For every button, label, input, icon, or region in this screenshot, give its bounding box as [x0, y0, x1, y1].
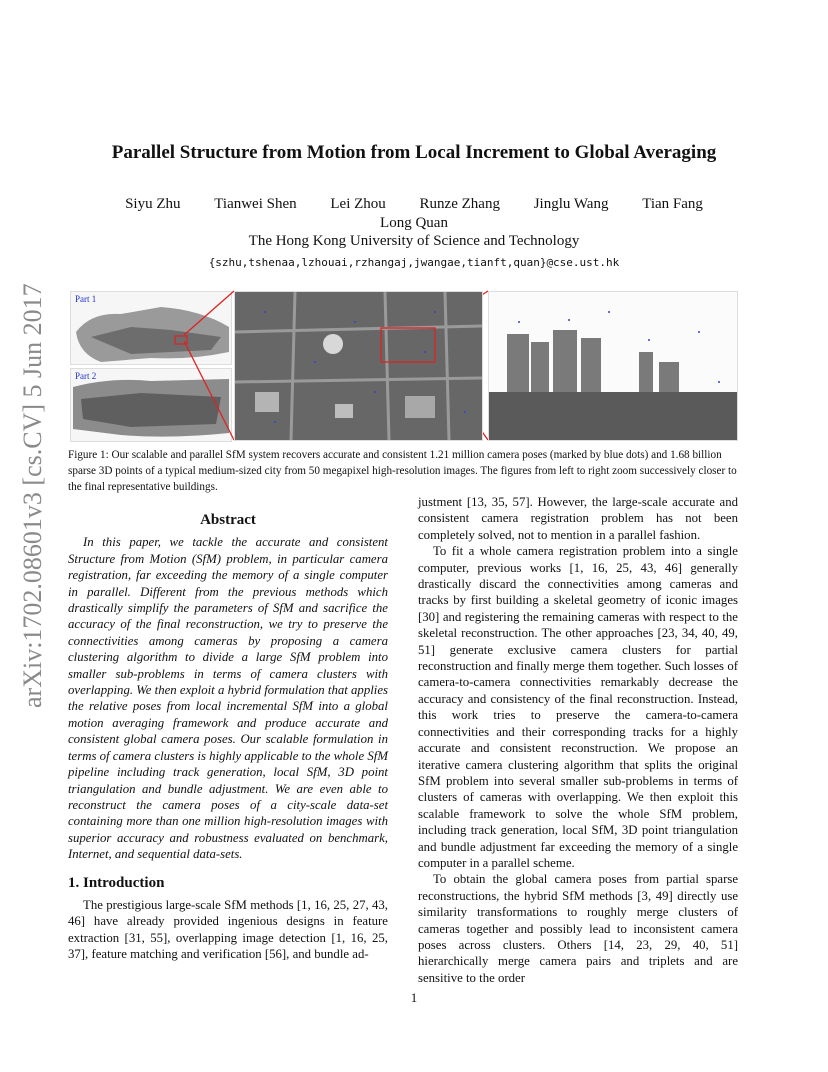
arxiv-stamp: arXiv:1702.08601v3 [cs.CV] 5 Jun 2017	[18, 283, 47, 708]
author-name: Long Quan	[380, 215, 448, 231]
figure-1	[68, 289, 738, 441]
author-list	[70, 195, 758, 233]
figure-panel-buildings	[488, 291, 738, 441]
author-name: Siyu Zhu	[125, 196, 181, 212]
abstract-heading: Abstract	[200, 512, 256, 528]
figure-panel-city	[234, 291, 483, 441]
author-emails: {szhu,tshenaa,lzhouai,rzhangaj,jwangae,tianft,quan}@cse.ust.hk	[208, 256, 620, 269]
right-column	[418, 494, 738, 986]
author-name: Tianwei Shen	[214, 196, 297, 212]
paragraph: The prestigious large-scale SfM methods [1, 16, 25, 27, 43, 46] have already provided ingenious designs in feature extraction [31, 55], overlapping image detection [1, 16, 25, 37], feature matching and verification [56], and bundle ad-	[68, 897, 388, 962]
paragraph: justment [13, 35, 57]. However, the large-scale accurate and consistent camera registration problem has not been completely solved, not to mention in a parallel fashion.	[418, 495, 738, 542]
arxiv-sidebar	[14, 283, 47, 716]
author-name: Lei Zhou	[330, 196, 386, 212]
paragraph: To obtain the global camera poses from partial sparse reconstructions, the hybrid SfM methods [3, 49] directly use similarity transformations to roughly merge clusters of cameras together and possibly lead to inconsistent camera poses across clusters. Others [14, 23, 29, 40, 51] hierarchically merge camera pairs and triplets and are sensitive to the order	[418, 872, 738, 985]
author-name: Runze Zhang	[419, 196, 500, 212]
author-name: Tian Fang	[642, 196, 703, 212]
paper-title: Parallel Structure from Motion from Local Increment to Global Averaging	[111, 142, 717, 163]
left-column	[68, 512, 388, 963]
page-number: 1	[410, 990, 418, 1005]
abstract-text: In this paper, we tackle the accurate and consistent Structure from Motion (SfM) problem, in particular camera registration, far exceeding the memory of a single computer in parallel. Different from the previous methods which drastically simplify the parameters of SfM and sacrifice the accuracy of the final reconstruction, we try to preserve the connectivities among cameras by proposing a camera clustering algorithm to divide a large SfM problem into smaller sub-problems in terms of camera clusters with overlapping. We then exploit a hybrid formulation that applies the relative poses from local incremental SfM into a global motion averaging framework and produce accurate and consistent global camera poses. Our scalable formulation in terms of camera clusters is highly applicable to the whole SfM pipeline including track generation, local SfM, 3D point triangulation and bundle adjustment. We are even able to reconstruct the camera poses of a city-scale data-set containing more than one million high-resolution images with superior accuracy and robustness evaluated on benchmark, Internet, and sequential data-sets.	[68, 535, 388, 862]
author-name: Jinglu Wang	[533, 196, 609, 212]
part2-label: Part 2	[75, 371, 97, 381]
part1-label: Part 1	[75, 294, 97, 304]
section-heading: 1. Introduction	[68, 874, 165, 891]
figure-caption: Figure 1: Our scalable and parallel SfM system recovers accurate and consistent 1.21 million camera poses (marked by blue dots) and 1.68 billion sparse 3D points of a typical medium-sized city from 50 megapixel high-resolution images. The figures from left to right zoom successively closer to the final representative buildings.	[68, 449, 737, 493]
affiliation: The Hong Kong University of Science and Technology	[248, 233, 580, 249]
paragraph: To fit a whole camera registration problem into a single computer, previous works [1, 16, 25, 43, 46] generally drastically discard the connectivities among cameras and tracks by first building a skeletal geometry of iconic images [30] and registering the remaining cameras with respect to the skeletal reconstruction. The other approaches [23, 34, 40, 49, 51] generate exclusive camera clusters for partial reconstruction and finally merge them together. Such losses of camera-to-camera connectivities remarkably decrease the accuracy and consistency of the final reconstruction. Instead, this work tries to preserve the camera-to-camera connectivities and their corresponding tracks for a highly accurate and consistent reconstruction. We propose an iterative camera clustering algorithm that splits the original SfM problem into several smaller sub-problems in terms of clusters of cameras with overlapping. We then exploit this scalable framework to solve the whole SfM problem, including track generation, local SfM, 3D point triangulation and bundle adjustment far exceeding the memory of a single computer in a parallel scheme.	[418, 544, 738, 870]
